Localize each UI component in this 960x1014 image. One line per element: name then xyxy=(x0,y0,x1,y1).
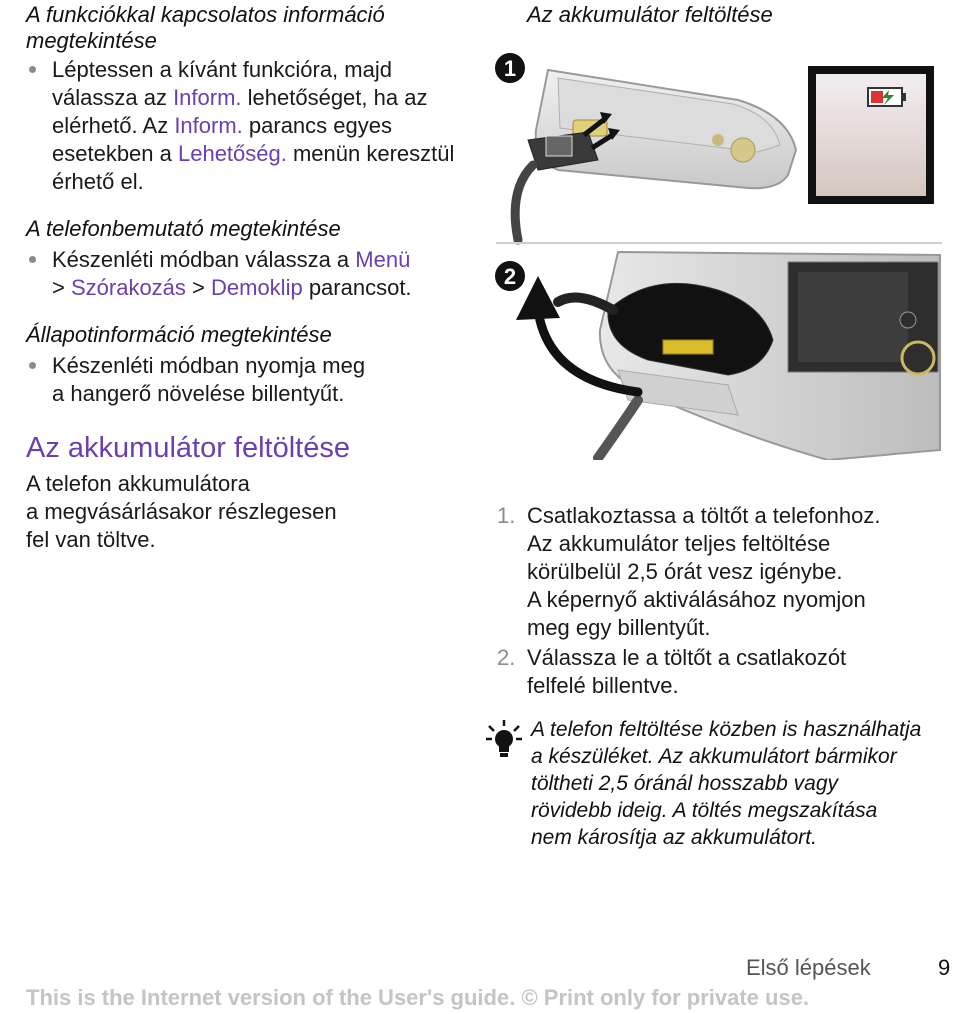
status-heading: Állapotinformáció megtekintése xyxy=(26,322,332,347)
demo-heading: A telefonbemutató megtekintése xyxy=(26,216,341,241)
charging-section-title: Az akkumulátor feltöltése xyxy=(26,432,350,464)
charging-illustration xyxy=(488,40,944,460)
lightbulb-icon xyxy=(483,718,525,760)
charging-intro: A telefon akkumulátora a megvásárlásakor részlegesen fel van töltve. xyxy=(26,471,337,552)
step-marker-1 xyxy=(495,53,525,83)
demo-bullet: Készenléti módban válassza a Menü > Szórakozás > Demoklip parancsot. xyxy=(26,246,466,302)
charging-tip: A telefon feltöltése közben is használhatja a készüléket. Az akkumulátort bármikor töltheti 2,5 óránál hosszabb vagy rövidebb ideig. A töltés megszakítása nem károsítja az akkumulátort. xyxy=(531,718,922,849)
menu-item: Menü xyxy=(355,247,411,272)
step-number: 1. xyxy=(497,503,516,528)
right-heading: Az akkumulátor feltöltése xyxy=(527,2,773,27)
options-menu: Lehetőség. xyxy=(177,141,287,166)
page-number: 9 xyxy=(938,955,951,980)
steps-list xyxy=(497,502,947,700)
step-1: 1. Csatlakoztassa a töltőt a telefonhoz. Az akkumulátor teljes feltöltése körülbelül 2,5 órát vesz igénybe. A képernyő aktiválásához nyomjon meg egy billentyűt. xyxy=(497,503,881,640)
inform-option: Inform. xyxy=(173,85,242,110)
step2-figure xyxy=(516,252,940,460)
svg-text:1: 1 xyxy=(503,56,517,81)
inform-command: Inform. xyxy=(174,113,243,138)
svg-text:2: 2 xyxy=(503,264,517,289)
step-marker-2 xyxy=(495,261,525,291)
left-column xyxy=(26,0,466,600)
step1-figure xyxy=(515,66,934,240)
entertainment-item: Szórakozás xyxy=(70,275,186,300)
bullet-dot xyxy=(29,362,36,369)
step-number: 2. xyxy=(497,645,516,670)
footer-section-name: Első lépések xyxy=(746,955,871,980)
democlip-item: Demoklip xyxy=(211,275,303,300)
footer-internet-note: This is the Internet version of the User's guide. © Print only for private use. xyxy=(26,985,810,1010)
bullet-dot xyxy=(29,256,36,263)
bullet-dot xyxy=(29,66,36,73)
status-bullet: Készenléti módban nyomja meg a hangerő növelése billentyűt. xyxy=(26,352,466,408)
functions-info-bullet: Léptessen a kívánt funkcióra, majd válassza az Inform. lehetőséget, ha az elérhető. Az Inform. parancs egyes esetekben a Lehetőség. menün keresztül érhető el. xyxy=(26,56,466,196)
functions-info-heading: A funkciókkal kapcsolatos információ megtekintése xyxy=(26,2,385,53)
step-2: 2. Válassza le a töltőt a csatlakozót felfelé billentve. xyxy=(497,645,847,698)
